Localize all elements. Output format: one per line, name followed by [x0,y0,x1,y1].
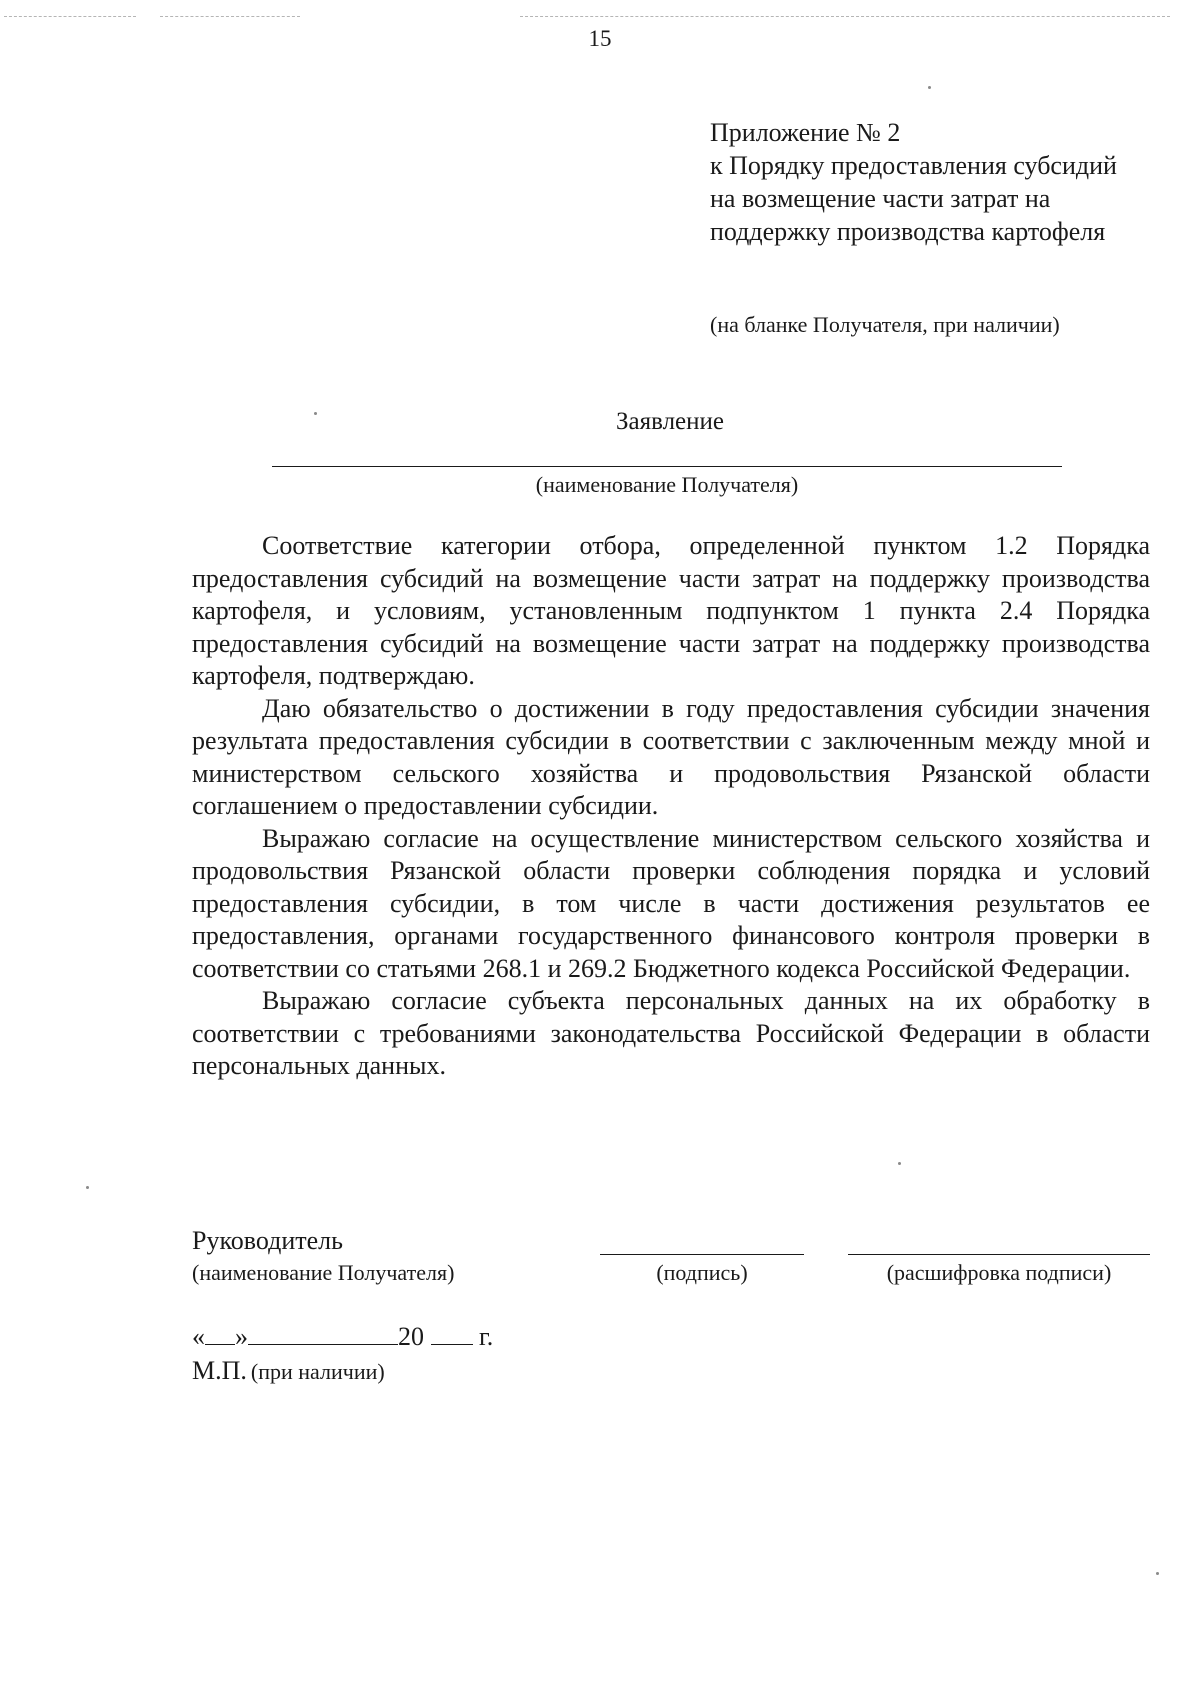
head-label: Руководитель [192,1226,343,1255]
scan-artifact [520,16,1170,17]
date-line [192,1322,493,1352]
paragraph-compliance: Соответствие категории отбора, определенной пунктом 1.2 Порядка предоставления субсидий на возмещение части затрат на поддержку производства картофеля, и условиям, установленным подпунктом 1 пункта 2.4 Порядка предоставления субсидий на возмещение части затрат на поддержку производства картофеля, подтверждаю. [192,531,1150,690]
day-blank [205,1322,235,1345]
scan-speck [86,1186,89,1189]
appendix-header [710,116,1180,248]
recipient-name-caption: (наименование Получателя) [535,472,799,497]
date-close-quote: » [235,1322,248,1351]
stamp-label: М.П. [192,1356,247,1385]
appendix-line: поддержку производства картофеля [710,217,1106,246]
appendix-line: на возмещение части затрат на [710,184,1051,213]
stamp-line [192,1356,385,1386]
signature-line [600,1254,804,1255]
stamp-note: (при наличии) [250,1359,385,1384]
paragraph-audit-consent: Выражаю согласие на осуществление министерством сельского хозяйства и продовольствия Рязанской области проверки соблюдения порядка и условий предоставления субсидии, в том числе в части достижения результатов ее предоставления, органами государственного финансового контроля проверки в соответствии со статьями 268.1 и 269.2 Бюджетного кодекса Российской Федерации. [192,823,1150,983]
document-title: Заявление [615,408,725,435]
statement-body [192,530,1150,1083]
scan-artifact [4,16,136,17]
year-prefix: 20 [398,1322,424,1351]
form-note: (на бланке Получателя, при наличии) [710,312,1060,337]
scan-speck [898,1162,901,1165]
appendix-line: Приложение № 2 [710,118,901,147]
signature-caption: (подпись) [656,1260,748,1285]
year-blank [431,1322,473,1345]
scan-speck [1156,1572,1159,1575]
date-open-quote: « [192,1322,205,1351]
scan-speck [928,86,931,89]
scan-artifact [160,16,300,17]
signature-decode-caption: (расшифровка подписи) [886,1260,1112,1285]
signature-decode-line [848,1254,1150,1255]
head-caption: (наименование Получателя) [192,1260,455,1285]
appendix-line: к Порядку предоставления субсидий [710,151,1117,180]
year-suffix: г. [479,1322,494,1351]
page-number: 15 [588,26,612,51]
month-blank [248,1322,398,1345]
recipient-name-line [272,466,1062,467]
paragraph-obligation: Даю обязательство о достижении в году предоставления субсидии значения результата предоставления субсидии в соответствии с заключенным между мной и министерством сельского хозяйства и продовольствия Рязанской области соглашением о предоставлении субсидии. [192,693,1150,820]
paragraph-personal-data-consent: Выражаю согласие субъекта персональных данных на их обработку в соответствии с требованиями законодательства Российской Федерации в области персональных данных. [192,986,1150,1080]
